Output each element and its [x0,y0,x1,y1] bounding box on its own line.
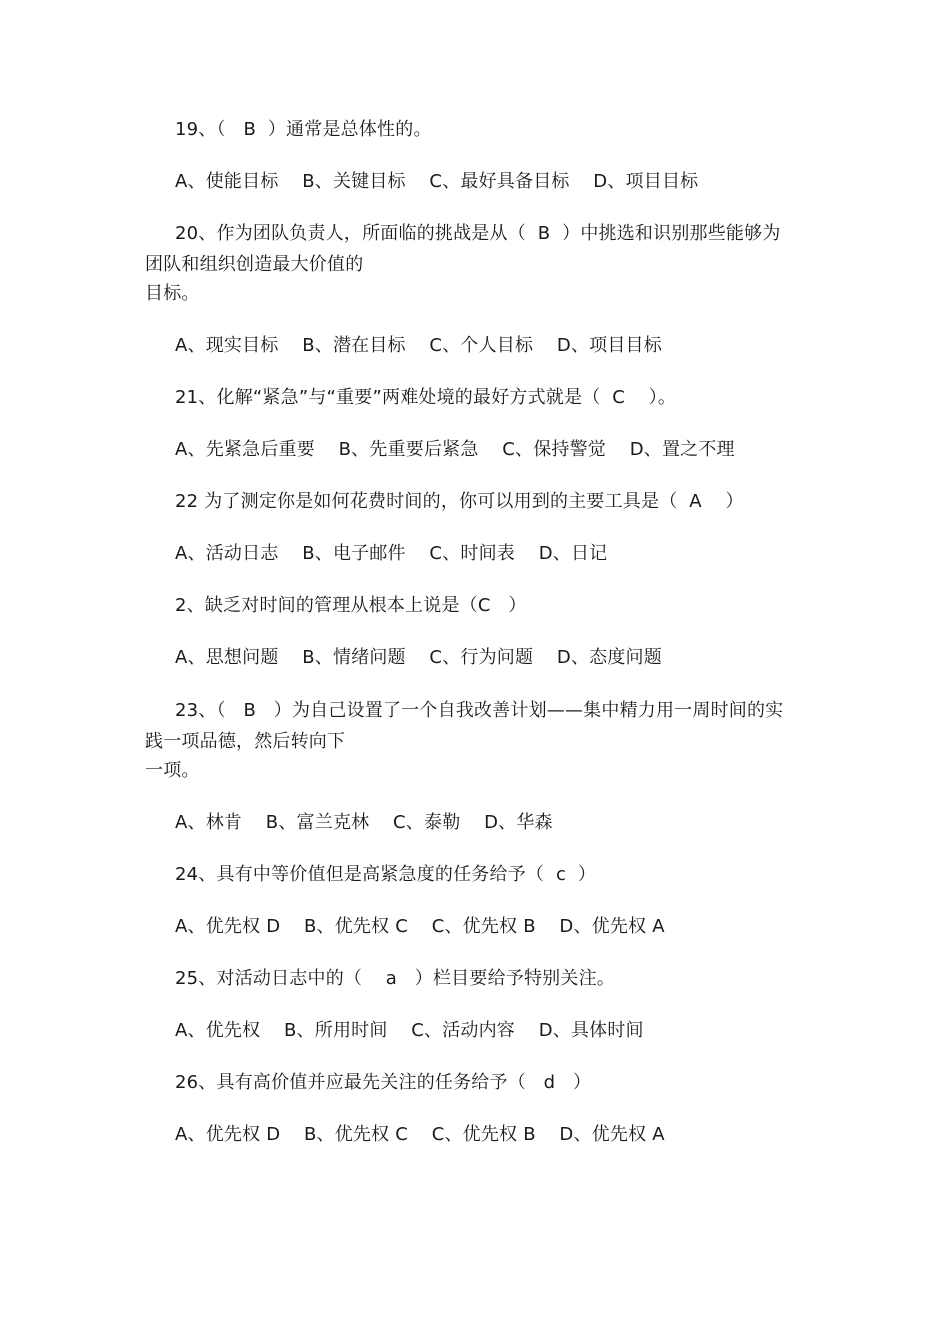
question-19: 19、（ B ）通常是总体性的。 [175,119,432,140]
options-20: A、现实目标 B、潜在目标 C、个人目标 D、项目目标 [175,335,662,356]
options-22: A、活动日志 B、电子邮件 C、时间表 D、日记 [175,543,608,564]
options-25: A、优先权 B、所用时间 C、活动内容 D、具体时间 [175,1020,644,1041]
question-23-line3: 一项。 [145,760,200,781]
options-23: A、林肯 B、富兰克林 C、泰勒 D、华森 [175,812,553,833]
question-26: 26、具有高价值并应最先关注的任务给予（ d ） [175,1072,592,1093]
question-25: 25、对活动日志中的（ a ）栏目要给予特别关注。 [175,968,615,989]
question-20-line2: 团队和组织创造最大价值的 [145,254,364,275]
question-22: 22 为了测定你是如何花费时间的，你可以用到的主要工具是（ A ） [175,491,744,512]
question-20: 20、作为团队负责人，所面临的挑战是从（ B ）中挑选和识别那些能够为 [175,223,781,244]
question-23-line2: 践一项品德，然后转向下 [145,731,346,752]
options-19: A、使能目标 B、关键目标 C、最好具备目标 D、项目目标 [175,171,699,192]
question-2: 2、缺乏对时间的管理从根本上说是（C ） [175,595,527,616]
options-24: A、优先权 D B、优先权 C C、优先权 B D、优先权 A [175,916,665,937]
question-24: 24、具有中等价值但是高紧急度的任务给予（ c ） [175,864,597,885]
options-21: A、先紧急后重要 B、先重要后紧急 C、保持警觉 D、置之不理 [175,439,735,460]
options-2: A、思想问题 B、情绪问题 C、行为问题 D、态度问题 [175,647,662,668]
question-20-line3: 目标。 [145,283,200,304]
question-21: 21、化解“紧急”与“重要”两难处境的最好方式就是（ C ）。 [175,387,677,408]
options-26: A、优先权 D B、优先权 C C、优先权 B D、优先权 A [175,1124,665,1145]
question-23: 23、（ B ）为自己设置了一个自我改善计划——集中精力用一周时间的实 [175,700,784,721]
